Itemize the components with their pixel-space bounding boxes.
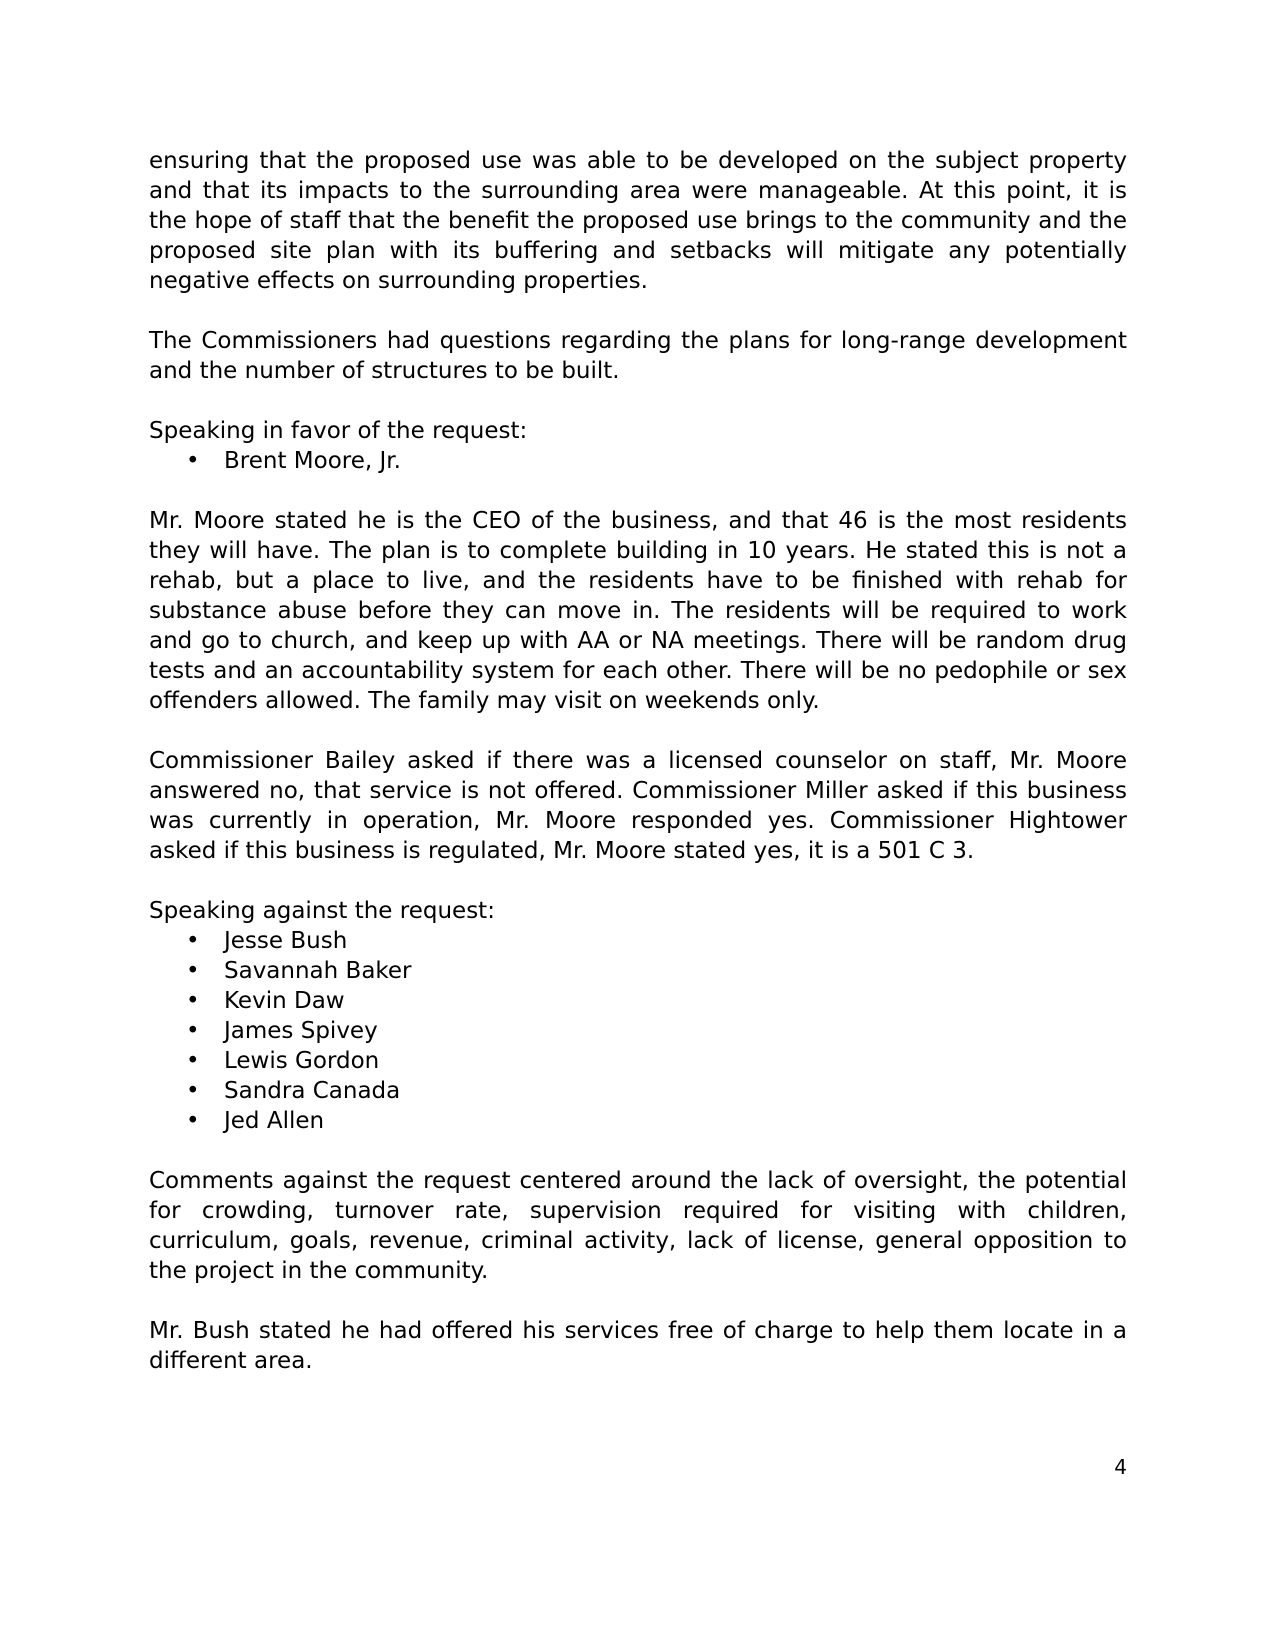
list-item [149,1106,1127,1136]
list-item [149,1016,1127,1046]
document-body [149,146,1127,1406]
paragraph-moore-statement: Mr. Moore stated he is the CEO of the business, and that 46 is the most residents they will have. The plan is to complete building in 10 years. He stated this is not a rehab, but a place to live, and the residents have to be finished with rehab for substance abuse before they can move in. The residents will be required to work and go to church, and keep up with AA or NA meetings. There will be random drug tests and an accountability system for each other. There will be no pedophile or sex offenders allowed. The family may visit on weekends only. [149,508,1127,714]
speaker-name: Sandra Canada [224,1078,401,1104]
bullet-icon: • [186,1018,200,1044]
favor-speakers-list [149,446,1127,476]
list-item [149,1076,1127,1106]
paragraph-commissioner-qa: Commissioner Bailey asked if there was a licensed counselor on staff, Mr. Moore answered no, that service is not offered. Commissioner Miller asked if this business was currently in operation, Mr. Moore responded yes. Commissioner Hightower asked if this business is regulated, Mr. Moore stated yes, it is a 501 C 3. [149,748,1127,864]
against-speakers-list [149,926,1127,1136]
list-item [149,986,1127,1016]
speaker-name: Jed Allen [224,1108,325,1134]
list-item [149,956,1127,986]
list-item [149,1046,1127,1076]
bullet-icon: • [186,1078,200,1104]
speaker-name: James Spivey [224,1018,378,1044]
paragraph-bush-statement: Mr. Bush stated he had offered his services free of charge to help them locate in a different area. [149,1318,1127,1374]
heading-speaking-against: Speaking against the request: [149,898,495,924]
page-number: 4 [1114,1455,1127,1479]
heading-speaking-in-favor: Speaking in favor of the request: [149,418,528,444]
bullet-icon: • [186,988,200,1014]
bullet-icon: • [186,1108,200,1134]
bullet-icon: • [186,928,200,954]
paragraph-commissioner-questions: The Commissioners had questions regarding the plans for long-range development and the number of structures to be built. [149,328,1127,384]
speaker-name: Lewis Gordon [224,1048,380,1074]
speaker-name: Kevin Daw [224,988,345,1014]
speaker-name: Jesse Bush [224,928,348,954]
speaker-name: Brent Moore, Jr. [224,448,401,474]
paragraph-staff-hope: ensuring that the proposed use was able to be developed on the subject property and that its impacts to the surrounding area were manageable. At this point, it is the hope of staff that the benefit the proposed use brings to the community and the proposed site plan with its buffering and setbacks will mitigate any potentially negative effects on surrounding properties. [149,148,1127,294]
bullet-icon: • [186,958,200,984]
bullet-icon: • [186,448,200,474]
list-item [149,446,1127,476]
list-item [149,926,1127,956]
bullet-icon: • [186,1048,200,1074]
speaker-name: Savannah Baker [224,958,412,984]
paragraph-against-comments: Comments against the request centered around the lack of oversight, the potential for crowding, turnover rate, supervision required for visiting with children, curriculum, goals, revenue, criminal activity, lack of license, general opposition to the project in the community. [149,1168,1127,1284]
